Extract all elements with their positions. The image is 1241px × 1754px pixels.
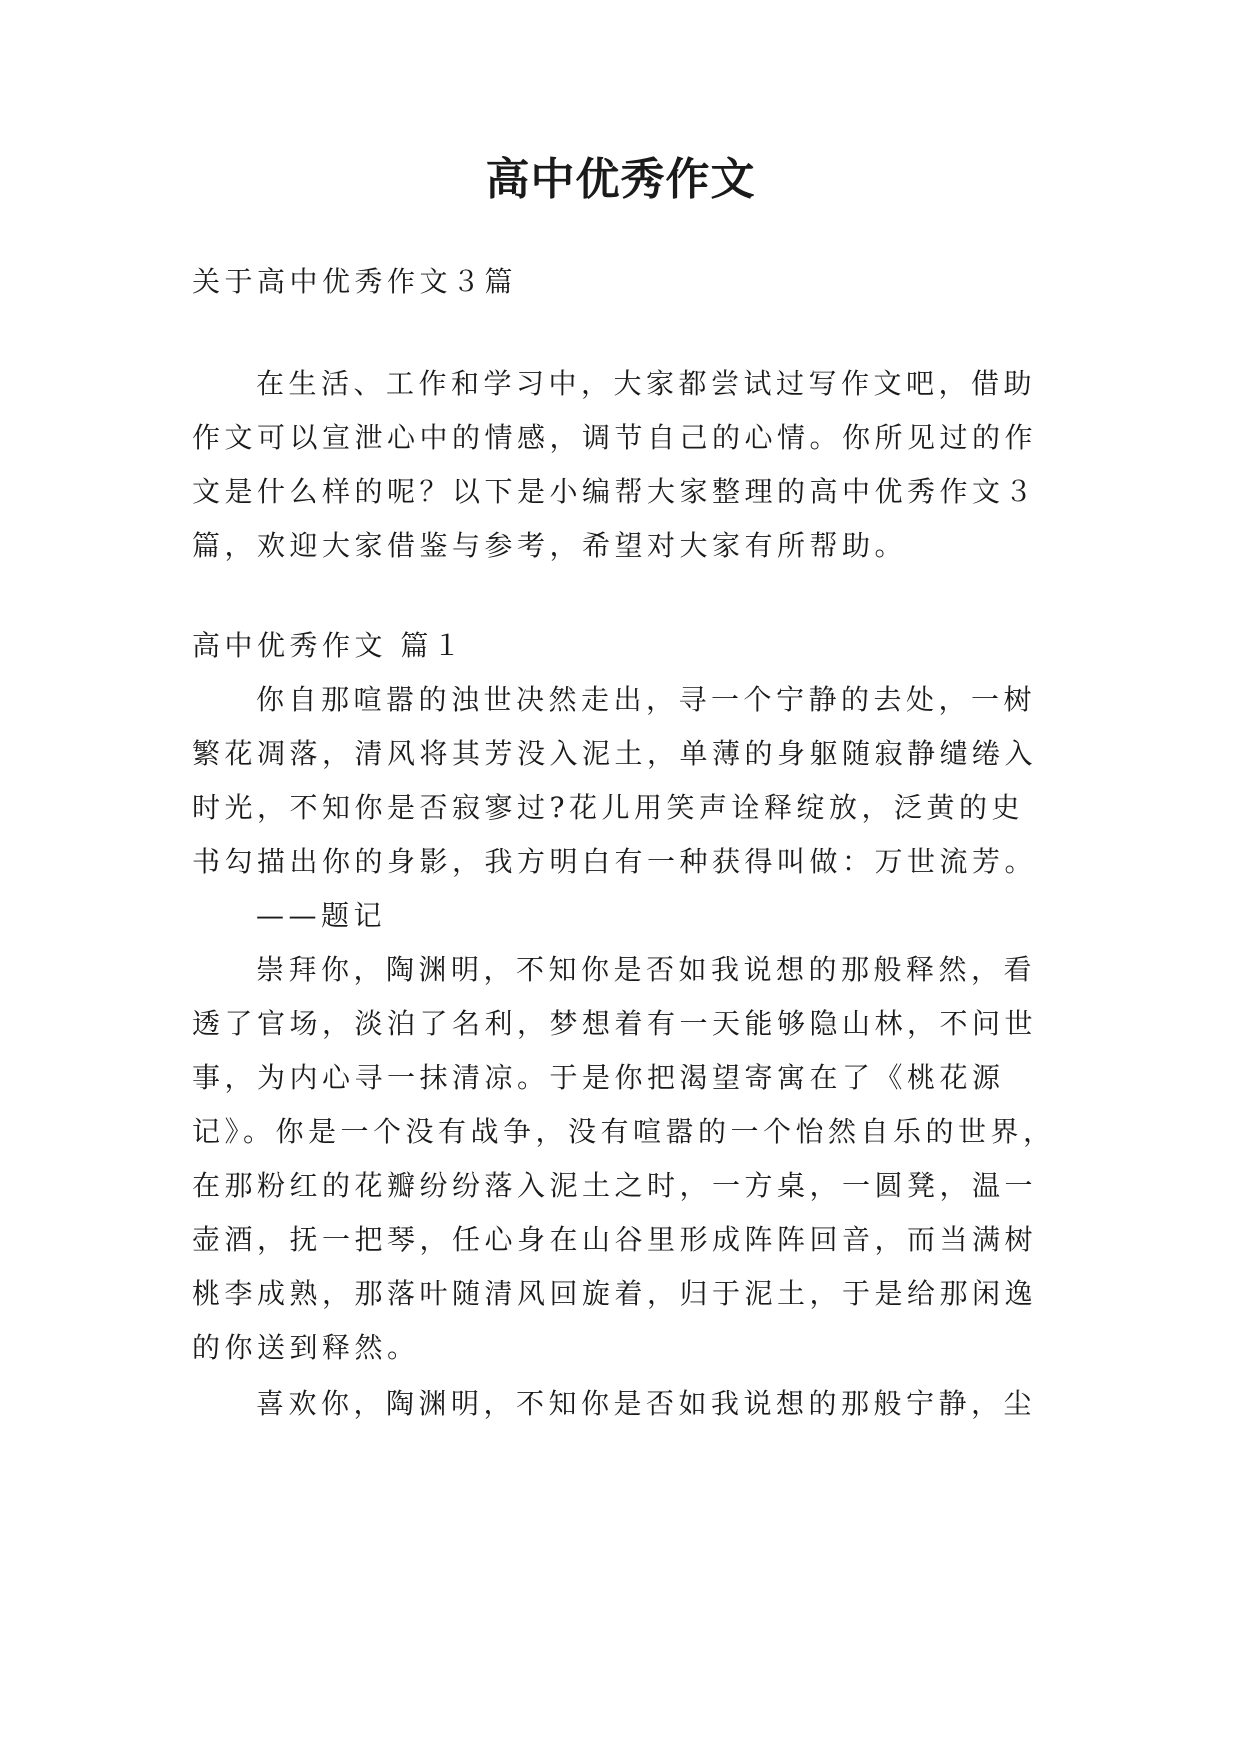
intro-line: 篇，欢迎大家借鉴与参考，希望对大家有所帮助。 [192,529,908,562]
document-title: 高中优秀作文 [485,154,756,205]
paragraph-line: 事，为内心寻一抹清凉。于是你把渴望寄寓在了《桃花源 [192,1061,1005,1094]
intro-line: 在生活、工作和学习中，大家都尝试过写作文吧，借助 [256,367,1037,400]
intro-line: 文是什么样的呢？以下是小编帮大家整理的高中优秀作文３ [192,475,1038,508]
paragraph-line: 透了官场，淡泊了名利，梦想着有一天能够隐山林，不问世 [192,1007,1038,1040]
paragraph-line: 喜欢你，陶渊明，不知你是否如我说想的那般宁静，尘 [256,1387,1037,1420]
paragraph-line: 的你送到释然。 [192,1331,420,1364]
paragraph-line: 繁花凋落，清风将其芳没入泥土，单薄的身躯随寂静缱绻入 [192,737,1038,770]
document-subtitle: 关于高中优秀作文３篇 [192,265,518,298]
paragraph-line: 壶酒，抚一把琴，任心身在山谷里形成阵阵回音，而当满树 [192,1223,1038,1256]
paragraph-line: 时光，不知你是否寂寥过?花儿用笑声诠释绽放，泛黄的史 [192,791,1025,824]
epigraph: ——题记 [256,899,387,932]
intro-line: 作文可以宣泄心中的情感，调节自己的心情。你所见过的作 [192,421,1038,454]
paragraph-line: 崇拜你，陶渊明，不知你是否如我说想的那般释然，看 [256,953,1037,986]
section-heading: 高中优秀作文 篇１ [192,629,466,662]
paragraph-line: 在那粉红的花瓣纷纷落入泥土之时，一方桌，一圆凳，温一 [192,1169,1038,1202]
paragraph-line: 桃李成熟，那落叶随清风回旋着，归于泥土，于是给那闲逸 [192,1277,1038,1310]
paragraph-line: 书勾描出你的身影，我方明白有一种获得叫做：万世流芳。 [192,845,1038,878]
paragraph-line: 记》。你是一个没有战争，没有喧嚣的一个怡然自乐的世界， [192,1115,1056,1148]
paragraph-line: 你自那喧嚣的浊世决然走出，寻一个宁静的去处，一树 [256,683,1037,716]
